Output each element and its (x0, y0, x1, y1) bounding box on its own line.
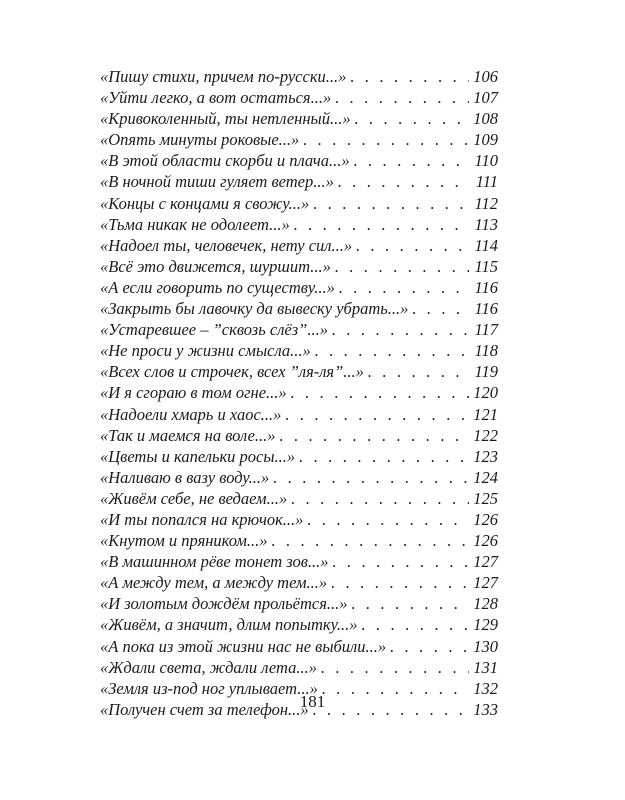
toc-entry-title: «Кривоколенный, ты нетленный...» (100, 108, 355, 129)
dot-leader (272, 530, 469, 551)
toc-entry-title: «Устаревшее – ”сквозь слёз”...» (100, 319, 332, 340)
toc-entry (100, 87, 498, 108)
toc-entry-title: «Получен счет за телефон...» (100, 699, 313, 720)
page-number: 181 (299, 692, 326, 711)
toc-entry (100, 319, 498, 340)
toc-entry (100, 150, 498, 171)
toc-entry-title: «В ночной тиши гуляет ветер...» (100, 171, 338, 192)
toc-entry-title: «Надоели хмарь и хаос...» (100, 404, 285, 425)
dot-leader (354, 150, 469, 171)
toc-entry-title: «Всех слов и строчек, всех ”ля-ля”...» (100, 361, 368, 382)
dot-leader (333, 551, 469, 572)
dot-leader (303, 129, 469, 150)
toc-entry-page: 124 (473, 467, 498, 487)
dot-leader (313, 193, 469, 214)
toc-entry (100, 509, 498, 530)
dot-leader (335, 256, 469, 277)
dot-leader (362, 614, 469, 635)
toc-entry-title: «Закрыть бы лавочку да вывеску убрать...» (100, 298, 412, 319)
toc-entry-page: 127 (473, 573, 498, 593)
table-of-contents (100, 66, 498, 720)
toc-entry-page: 120 (473, 383, 498, 403)
toc-entry (100, 66, 498, 87)
toc-entry-title: «И я сгораю в том огне...» (100, 382, 291, 403)
dot-leader (294, 214, 469, 235)
toc-entry-page: 121 (473, 404, 498, 424)
dot-leader (356, 235, 469, 256)
toc-entry-page: 107 (473, 88, 498, 108)
toc-entry-page: 116 (474, 299, 498, 319)
toc-entry-title: «Тьма никак не одолеет...» (100, 214, 294, 235)
toc-entry (100, 298, 498, 319)
toc-entry (100, 108, 498, 129)
toc-entry (100, 404, 498, 425)
dot-leader (368, 361, 469, 382)
toc-entry-title: «А пока из этой жизни нас не выбили...» (100, 636, 390, 657)
toc-entry-title: «А если говорить по существу...» (100, 277, 339, 298)
toc-entry (100, 614, 498, 635)
toc-entry-page: 131 (473, 657, 498, 677)
toc-entry-page: 109 (473, 130, 498, 150)
toc-entry (100, 340, 498, 361)
toc-entry-title: «Ждали света, ждали лета...» (100, 657, 321, 678)
toc-entry-title: «И золотым дождём прольётся...» (100, 593, 352, 614)
toc-entry (100, 171, 498, 192)
dot-leader (352, 593, 470, 614)
toc-entry-title: «Пишу стихи, причем по-русски...» (100, 66, 350, 87)
toc-entry-title: «Кнутом и пряником...» (100, 530, 272, 551)
toc-entry (100, 382, 498, 403)
toc-entry-page: 112 (474, 193, 498, 213)
dot-leader (390, 636, 469, 657)
toc-entry-page: 108 (473, 109, 498, 129)
dot-leader (412, 298, 469, 319)
toc-entry-title: «Опять минуты роковые...» (100, 129, 303, 150)
toc-entry (100, 446, 498, 467)
toc-entry-title: «Уйти легко, а вот остаться...» (100, 87, 335, 108)
toc-entry-page: 123 (473, 446, 498, 466)
toc-entry-page: 106 (473, 67, 498, 86)
toc-entry-title: «Земля из-под ног уплывает...» (100, 678, 322, 699)
toc-entry (100, 235, 498, 256)
toc-entry-title: «А между тем, а между тем...» (100, 572, 331, 593)
toc-entry (100, 488, 498, 509)
dot-leader (355, 108, 469, 129)
toc-entry-title: «Живём себе, не ведаем...» (100, 488, 291, 509)
toc-entry-title: «Наливаю в вазу воду...» (100, 467, 273, 488)
dot-leader (335, 87, 469, 108)
toc-entry-title: «Всё это движется, шуршит...» (100, 256, 335, 277)
dot-leader (291, 382, 469, 403)
toc-entry-title: «Так и маемся на воле...» (100, 425, 280, 446)
toc-entry-page: 117 (474, 320, 498, 340)
toc-entry (100, 593, 498, 614)
toc-entry-page: 129 (473, 615, 498, 635)
toc-entry-title: «В машинном рёве тонет зов...» (100, 551, 333, 572)
toc-entry (100, 572, 498, 593)
toc-entry-title: «И ты попался на крючок...» (100, 509, 307, 530)
toc-entry (100, 277, 498, 298)
toc-entry-title: «В этой области скорби и плача...» (100, 150, 354, 171)
dot-leader (339, 277, 469, 298)
toc-entry-title: «Живём, а значит, длим попытку...» (100, 614, 362, 635)
toc-entry-page: 130 (473, 636, 498, 656)
dot-leader (307, 509, 469, 530)
dot-leader (315, 340, 469, 361)
toc-entry-page: 132 (473, 678, 498, 698)
toc-entry (100, 214, 498, 235)
dot-leader (332, 319, 469, 340)
toc-entry (100, 551, 498, 572)
dot-leader (299, 446, 469, 467)
toc-entry-page: 122 (473, 425, 498, 445)
toc-entry-page: 133 (473, 699, 498, 719)
toc-entry (100, 467, 498, 488)
toc-entry-page: 127 (473, 552, 498, 572)
dot-leader (321, 657, 469, 678)
toc-entry-page: 118 (474, 341, 498, 361)
dot-leader (273, 467, 469, 488)
toc-entry (100, 657, 498, 678)
toc-entry (100, 193, 498, 214)
toc-entry (100, 530, 498, 551)
dot-leader (331, 572, 469, 593)
dot-leader (291, 488, 469, 509)
toc-entry-title: «Цветы и капельки росы...» (100, 446, 299, 467)
toc-entry-page: 126 (473, 509, 498, 529)
toc-entry-page: 128 (473, 594, 498, 614)
toc-entry-page: 111 (475, 172, 498, 192)
toc-entry-title: «Не проси у жизни смысла...» (100, 340, 315, 361)
toc-entry (100, 636, 498, 657)
dot-leader (280, 425, 469, 446)
toc-entry-page: 116 (474, 277, 498, 297)
toc-entry-page: 114 (474, 235, 498, 255)
toc-entry-page: 113 (474, 214, 498, 234)
toc-entry-page: 125 (473, 488, 498, 508)
dot-leader (285, 404, 469, 425)
toc-entry-page: 126 (473, 531, 498, 551)
dot-leader (350, 66, 469, 87)
toc-entry-title: «Надоел ты, человечек, нету сил...» (100, 235, 356, 256)
toc-entry (100, 425, 498, 446)
toc-entry-page: 115 (474, 256, 498, 276)
toc-entry (100, 129, 498, 150)
dot-leader (338, 171, 469, 192)
toc-entry (100, 256, 498, 277)
toc-entry-title: «Концы с концами я свожу...» (100, 193, 313, 214)
toc-entry (100, 361, 498, 382)
toc-entry-page: 110 (474, 151, 498, 171)
toc-entry-page: 119 (474, 362, 498, 382)
